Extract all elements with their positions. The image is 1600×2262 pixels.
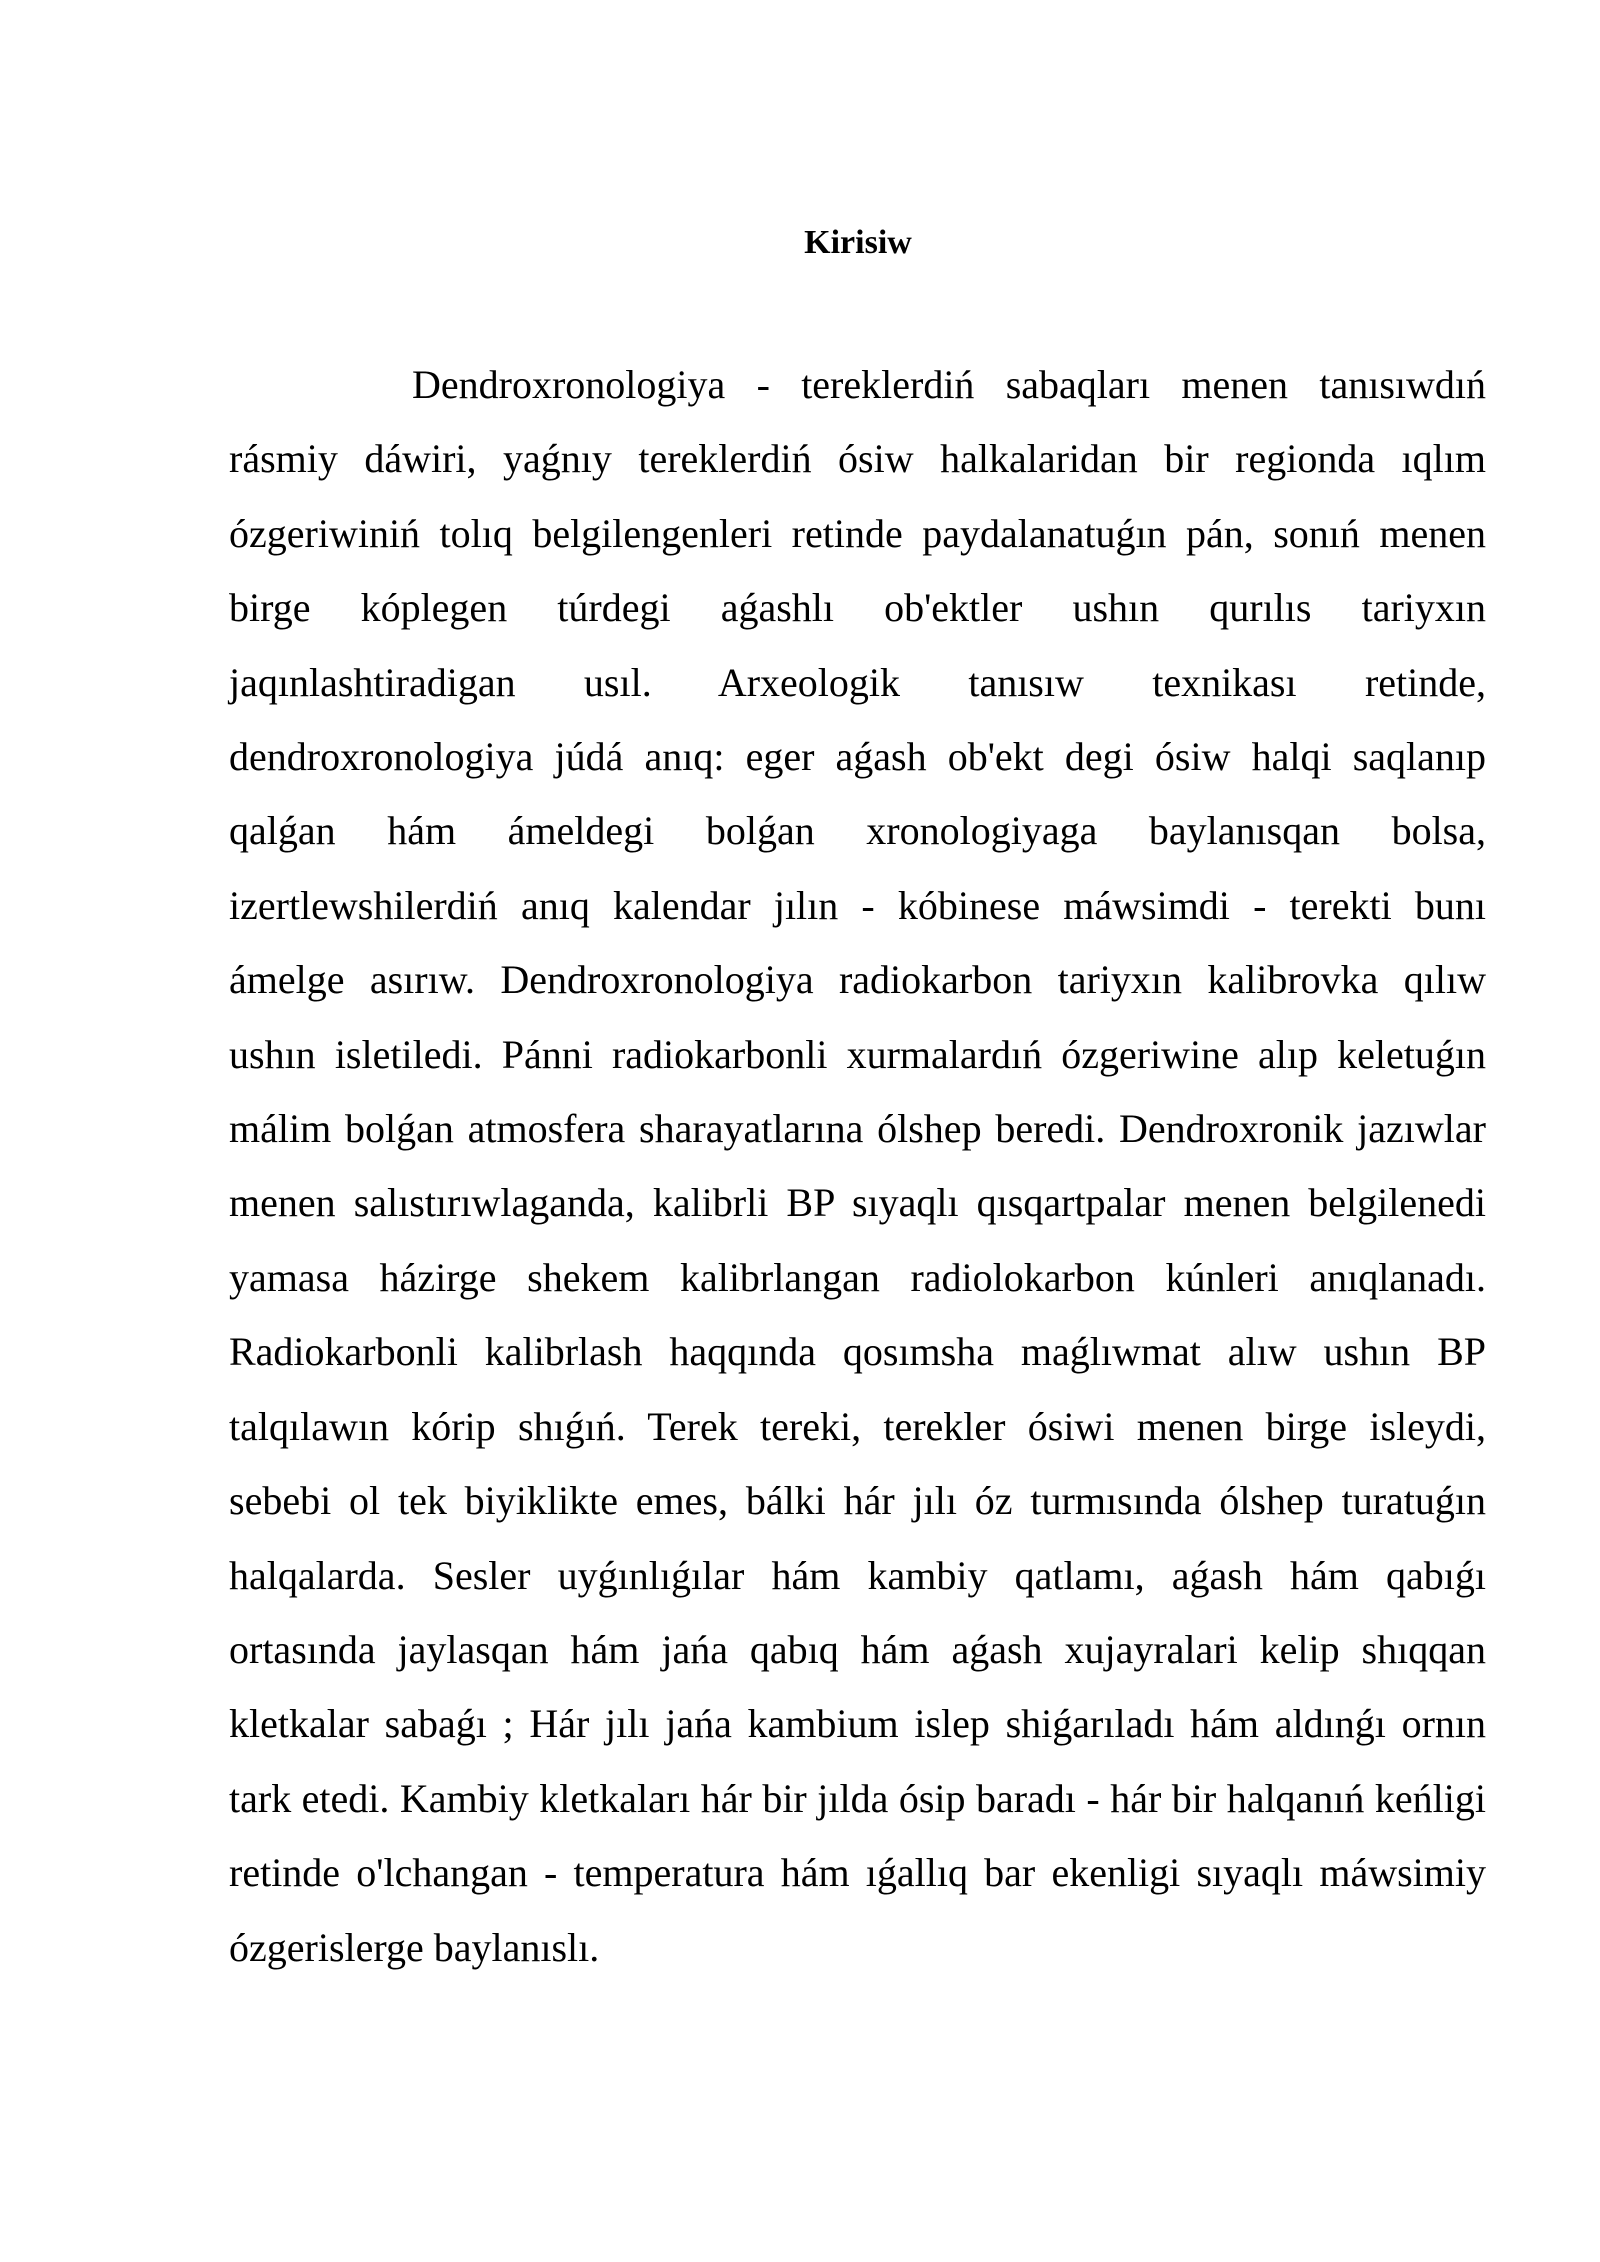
page-title: Kirisiw xyxy=(804,224,912,261)
body-paragraph: Dendroxronologiya - tereklerdiń sabaqları menen tanısıwdıń rásmiy dáwiri, yaǵnıy tereklerdiń ósiw halkalaridan bir regionda ıqlım ózgeriwiniń tolıq belgilengenleri retinde paydalanatuǵın pán, sonıń menen birge kóplegen túrdegi aǵashlı ob'ektler ushın qurılıs tariyxın jaqınlashtiradigan usıl. Arxeologik tanısıw texnikası retinde, dendroxronologiya júdá anıq: eger aǵash ob'ekt degi ósiw halqi saqlanıp qalǵan hám ámeldegi bolǵan xronologiyaga baylanısqan bolsa, izertlewshilerdiń anıq kalendar jılın - kóbinese máwsimdi - terekti bunı ámelge asırıw. Dendroxronologiya radiokarbon tariyxın kalibrovka qılıw ushın isletiledi. Pánni radiokarbonli xurmalardıń ózgeriwine alıp keletuǵın málim bolǵan atmosfera sharayatlarına ólshep beredi. Dendroxronik jazıwlar menen salıstırıwlaganda, kalibrli BP sıyaqlı qısqartpalar menen belgilenedi yamasa házirge shekem kalibrlangan radiolokarbon kúnleri anıqlanadı. Radiokarbonli kalibrlash haqqında qosımsha maǵlıwmat alıw ushın BP talqılawın kórip shıǵıń. Terek tereki, terekler ósiwi menen birge isleydi, sebebi ol tek biyiklikte emes, bálki hár jılı óz turmısında ólshep turatuǵın halqalarda. Sesler uyǵınlıǵılar hám kambiy qatlamı, aǵash hám qabıǵı ortasında jaylasqan hám jańa qabıq hám aǵash xujayralari kelip shıqqan kletkalar sabaǵı ; Hár jılı jańa kambium islep shiǵarıladı hám aldınǵı ornın tark etedi. Kambiy kletkaları hár bir jılda ósip baradı - hár bir halqanıń keńligi retinde o'lchangan - temperatura hám ıǵallıq bar ekenligi sıyaqlı máwsimiy ózgerislerge baylanıslı. xyxy=(229,362,1486,1970)
